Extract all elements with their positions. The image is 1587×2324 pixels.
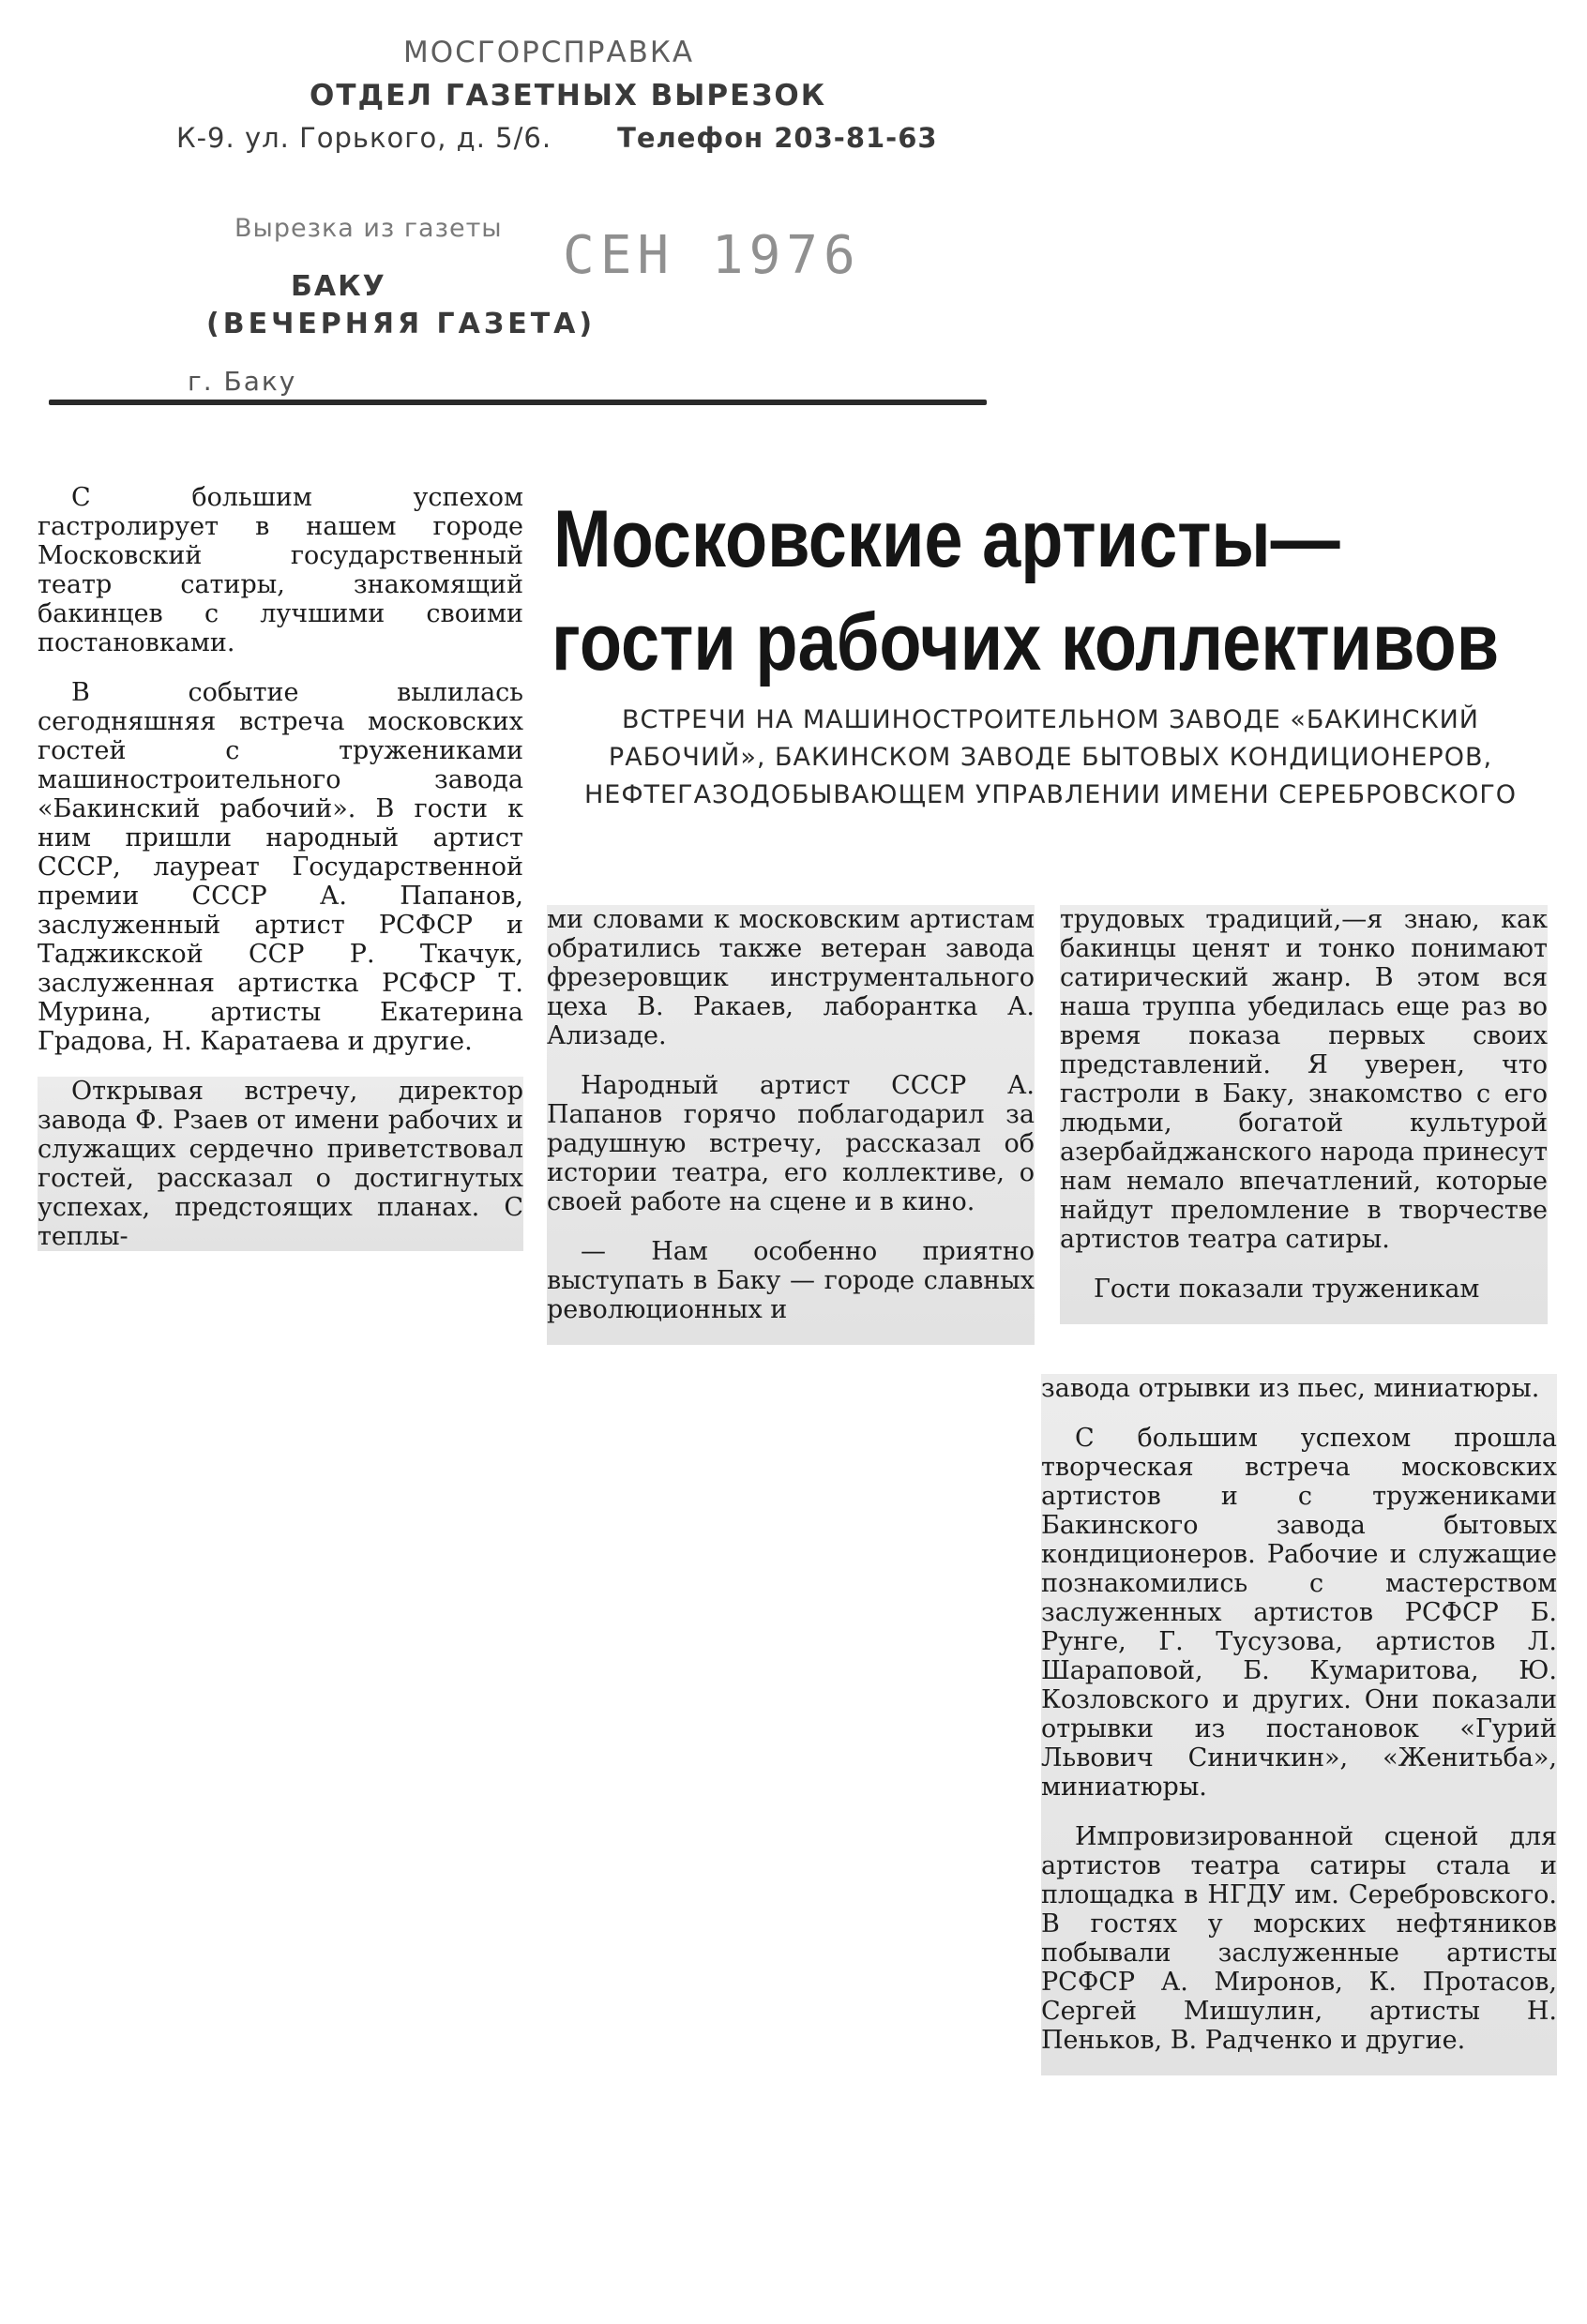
paragraph: завода отрывки из пьес, миниатюры. [1041, 1374, 1540, 1403]
newspaper-subtitle: (ВЕЧЕРНЯЯ ГАЗЕТА) [206, 308, 597, 340]
newspaper-city: г. Баку [188, 366, 297, 397]
stamp-clipping-label: Вырезка из газеты [234, 214, 503, 243]
paragraph: трудовых традиций,—я знаю, как бакинцы ценят и тонко понимают сатирический жанр. В этом вся наша труппа убедилась еще раз во время показа первых своих представлений. Я уверен, что гастроли в Баку, знакомство с его людьми, богатой культурой азербайджанского народа принесут нам немало впечатлений, которые найдут преломление в творчестве артистов театра сатиры. [1060, 905, 1548, 1254]
newspaper-name: БАКУ [291, 270, 386, 303]
article-column-1 [38, 483, 523, 1272]
paragraph: — Нам особенно приятно выступать в Баку — городе славных революционных и [547, 1237, 1035, 1324]
paragraph: Открывая встречу, директор завода Ф. Рзаев от имени рабочих и служащих сердечно приветствовал гостей, рассказал о достигнутых успехах, предстоящих планах. С теплы- [38, 1077, 523, 1251]
article-column-4 [1041, 1374, 1557, 2075]
article-column-2 [547, 905, 1035, 1345]
paragraph: С большим успехом прошла творческая встреча московских артистов и с тружениками Бакинского завода бытовых кондиционеров. Рабочие и служащие познакомились с мастерством заслуженных артистов РСФСР Б. Рунге, Г. Тусузова, артистов Л. Шараповой, Б. Кумаритова, Ю. Козловского и других. Они показали отрывки из постановок «Гурий Львович Синичкин», «Женитьба», миниатюры. [1041, 1424, 1557, 1802]
headline-line-1: Московские артисты— [553, 494, 1340, 584]
stamp-department: ОТДЕЛ ГАЗЕТНЫХ ВЫРЕЗОК [310, 79, 827, 113]
stamp-phone: Телефон 203-81-63 [617, 122, 938, 154]
date-stamp: СЕН 1976 [563, 225, 861, 286]
stamp-address: К-9. ул. Горького, д. 5/6. [176, 122, 552, 154]
stamp-agency: МОСГОРСПРАВКА [403, 36, 695, 69]
article-subheading: ВСТРЕЧИ НА МАШИНОСТРОИТЕЛЬНОМ ЗАВОДЕ «БАКИНСКИЙ РАБОЧИЙ», БАКИНСКОМ ЗАВОДЕ БЫТОВЫХ КОНДИЦИОНЕРОВ, НЕФТЕГАЗОДОБЫВАЮЩЕМ УПРАВЛЕНИИ ИМЕНИ СЕРЕБРОВСКОГО [583, 705, 1518, 809]
paragraph: Импровизированной сценой для артистов театра сатиры стала и площадка в НГДУ им. Серебровского. В гостях у морских нефтяников побывали заслуженные артисты РСФСР А. Миронов, К. Протасов, Сергей Мишулин, артисты Н. Пеньков, В. Радченко и другие. [1041, 1822, 1557, 2055]
paragraph: ми словами к московским артистам обратились также ветеран завода фрезеровщик инструментального цеха В. Ракаев, лаборантка А. Ализаде. [547, 905, 1035, 1050]
paragraph: Народный артист СССР А. Папанов горячо поблагодарил за радушную встречу, рассказал об истории театра, его коллективе, о своей работе на сцене и в кино. [547, 1071, 1035, 1216]
headline-line-2: гости рабочих коллективов [552, 597, 1500, 687]
article-column-3 [1060, 905, 1548, 1324]
stamp-divider [49, 400, 987, 405]
stamp-address-line [176, 122, 938, 154]
paragraph: С большим успехом гастролирует в нашем городе Московский государственный театр сатиры, знакомящий бакинцев с лучшими своими постановками. [38, 483, 523, 657]
paragraph: В событие вылилась сегодняшняя встреча московских гостей с тружениками машиностроительного завода «Бакинский рабочий». В гости к ним пришли народный артист СССР, лауреат Государственной премии СССР А. Папанов, заслуженный артист РСФСР и Таджикской ССР Р. Ткачук, заслуженная артистка РСФСР Т. Мурина, артисты Екатерина Градова, Н. Каратаева и другие. [38, 678, 523, 1056]
clipping-stamp [150, 26, 975, 420]
article-headline [553, 488, 1557, 694]
paragraph: Гости показали труженикам [1094, 1275, 1480, 1304]
